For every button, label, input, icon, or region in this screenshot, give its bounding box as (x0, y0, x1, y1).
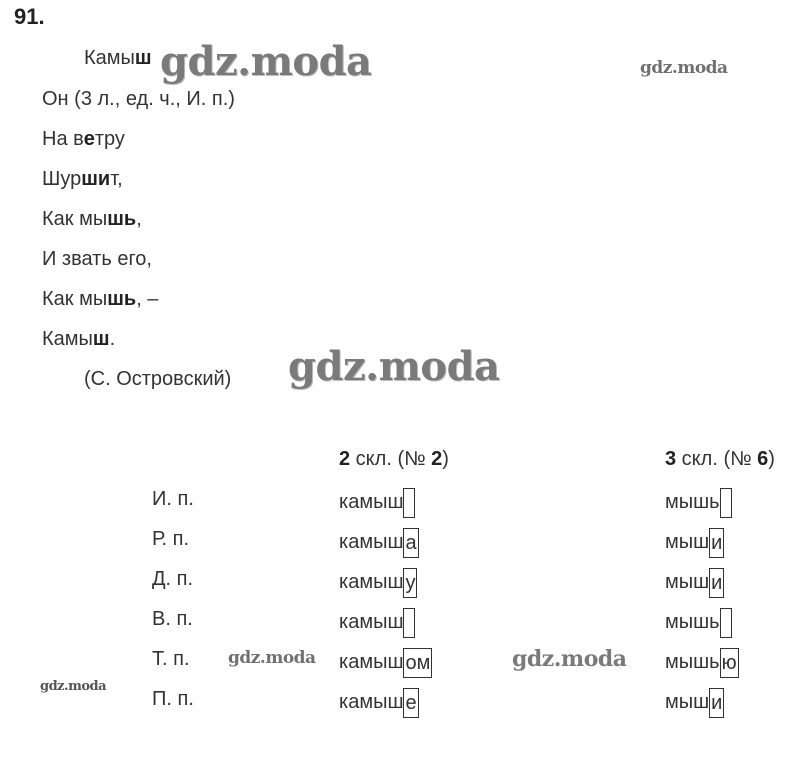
watermark: gdz.moda (40, 679, 107, 694)
poem-line-bold: шь (107, 288, 137, 310)
watermark: gdz.moda (160, 38, 372, 85)
poem-line-text: , – (136, 288, 159, 310)
poem-line-bold: е (83, 128, 95, 150)
ending-box (720, 488, 732, 518)
ending-box: е (403, 688, 418, 718)
word-stem: мыш (665, 571, 710, 593)
poem-line-text: И звать его, (42, 248, 152, 270)
ending-box: и (709, 568, 724, 598)
task-number: 91. (14, 4, 45, 29)
poem-line-text: Камы (42, 328, 93, 350)
case-label: Т. п. (152, 648, 190, 670)
word-mysh (665, 564, 724, 594)
header-text: скл. (№ (676, 448, 758, 470)
poem-line (42, 127, 125, 151)
watermark: gdz.moda (640, 58, 728, 78)
poem-line-bold: ш (92, 328, 110, 350)
ending-box: ю (720, 648, 739, 678)
ending-box: ом (403, 648, 432, 678)
word-kamysh (339, 604, 415, 634)
ending-box (403, 488, 415, 518)
poem-line-text: На в (42, 128, 84, 150)
word-kamysh (339, 484, 415, 514)
ending-box (720, 608, 732, 638)
poem-line-bold: ши (81, 168, 111, 190)
watermark: gdz.moda (288, 343, 500, 390)
poem-line-text: Шур (42, 168, 82, 190)
word-kamysh (339, 684, 419, 714)
poem-line (42, 287, 158, 311)
poem-line-text: т, (110, 168, 123, 190)
poem-line-bold: ш (134, 47, 152, 69)
column-header-second-declension (339, 448, 449, 471)
word-stem: камыш (339, 691, 404, 713)
word-stem: мышь (665, 611, 720, 633)
poem-line-text: Камы (84, 47, 135, 69)
poem-line-text: , (136, 208, 142, 230)
ending-box: у (403, 568, 417, 598)
ending-box: а (403, 528, 418, 558)
word-stem: мыш (665, 691, 710, 713)
word-stem: мыш (665, 531, 710, 553)
poem-line (42, 207, 142, 231)
word-mysh (665, 644, 739, 674)
header-number: 2 (339, 448, 351, 470)
poem-line (42, 87, 235, 111)
header-text: скл. (№ (350, 448, 432, 470)
word-mysh (665, 604, 732, 634)
word-stem: камыш (339, 571, 404, 593)
word-mysh (665, 524, 724, 554)
header-number: 3 (665, 448, 677, 470)
poem-line (42, 327, 115, 351)
word-mysh (665, 684, 724, 714)
case-label: Д. п. (152, 568, 194, 590)
ending-box: и (709, 688, 724, 718)
word-stem: камыш (339, 531, 404, 553)
poem-line-text: Он (3 л., ед. ч., И. п.) (42, 88, 235, 110)
word-stem: камыш (339, 611, 404, 633)
word-mysh (665, 484, 732, 514)
word-stem: мышь (665, 651, 720, 673)
poem-line (42, 167, 123, 191)
header-text: ) (442, 448, 449, 470)
header-number: 6 (757, 448, 769, 470)
poem-line-bold: шь (107, 208, 137, 230)
poem-author: (С. Островский) (84, 368, 232, 390)
case-label: П. п. (152, 688, 194, 710)
case-label: И. п. (152, 488, 194, 510)
header-text: ) (768, 448, 775, 470)
word-stem: мышь (665, 491, 720, 513)
column-header-third-declension (665, 448, 775, 471)
poem-line-text: тру (94, 128, 125, 150)
watermark: gdz.moda (512, 646, 627, 672)
watermark: gdz.moda (228, 648, 316, 668)
word-stem: камыш (339, 651, 404, 673)
word-stem: камыш (339, 491, 404, 513)
ending-box (403, 608, 415, 638)
poem-line (84, 46, 152, 70)
ending-box: и (709, 528, 724, 558)
poem-line (42, 247, 152, 271)
header-number: 2 (431, 448, 443, 470)
case-label: В. п. (152, 608, 193, 630)
poem-line-text: . (109, 328, 116, 350)
word-kamysh (339, 564, 417, 594)
poem-line-text: Как мы (42, 288, 108, 310)
case-label: Р. п. (152, 528, 190, 550)
poem-line-text: Как мы (42, 208, 108, 230)
word-kamysh (339, 524, 419, 554)
word-kamysh (339, 644, 432, 674)
